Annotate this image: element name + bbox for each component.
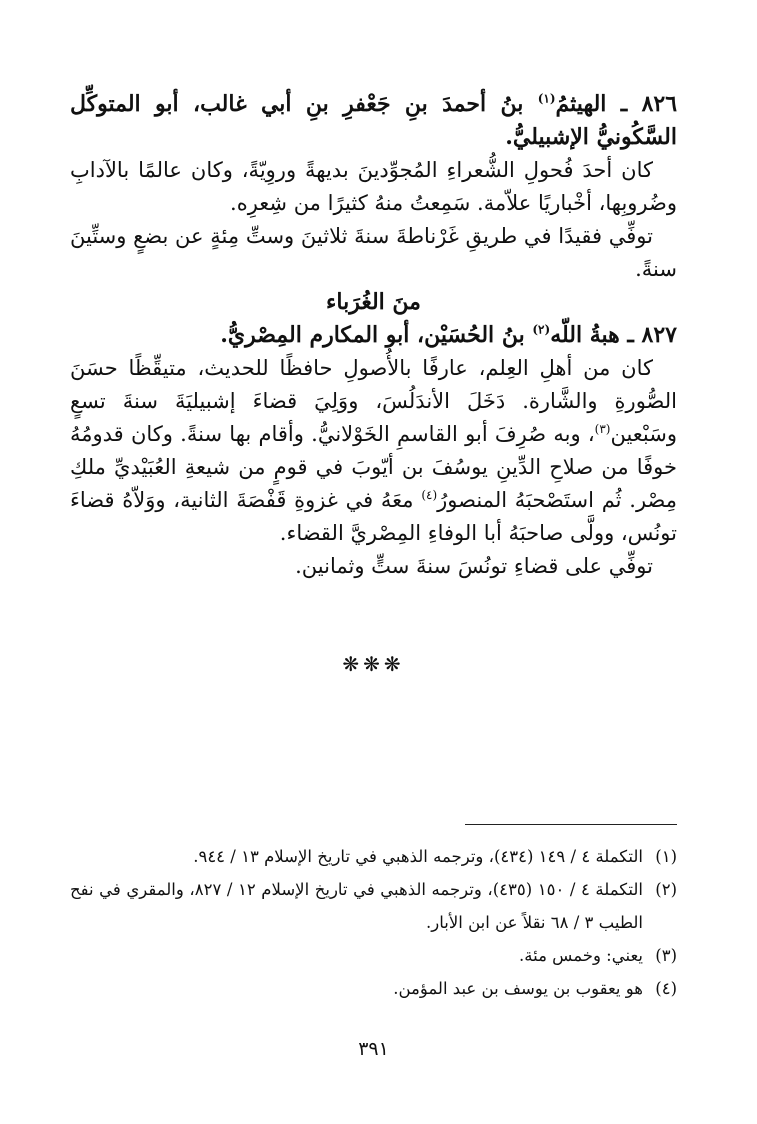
entry-827-paragraph-1 [70,352,677,550]
book-page [70,0,677,1124]
entry-827-heading [70,319,677,352]
footnote-item [70,840,677,873]
footnote-text: التكملة ٤ / ١٤٩ (٤٣٤)، وترجمه الذهبي في تاريخ الإسلام ١٣ / ٩٤٤. [193,847,643,866]
footnote-text: هو يعقوب بن يوسف بن عبد المؤمن. [393,979,643,998]
entry-826-paragraph-1: كان أحدَ فُحولِ الشُّعراءِ المُجوِّدينَ بديهةً وروِيّةً، وكان عالمًا بالآدابِ وضُروبِها، أخْباريًا علاّمة. سَمِعتُ منهُ كثيرًا من شِعرِه. [70,158,677,215]
footnote-item [70,939,677,972]
entry-826-heading [70,88,677,154]
entry-826-paragraph-2: توفِّي فقيدًا في طريقِ غَرْناطةَ سنةَ ثلاثينَ وستِّ مِئةٍ عن بضعٍ وستِّينَ سنةً. [70,224,677,281]
entry-827-text-b: ، وبه صُرِفَ أبو القاسمِ الخَوْلانيُّ. وأقام بها سنةً. وكان قدومُهُ خوفًا من صلاحِ الدِّينِ يوسُفَ بن أيّوبَ في قومٍ من شيعةِ العُبَيْديِّ ملكِ مِصْر. ثُم استَصْحبَهُ المنصورُ [70,422,677,512]
footnote-number: (٢) [655,880,677,899]
footnote-number: (١) [655,847,677,866]
footnote-ref-2[interactable]: (٢) [532,322,551,337]
entry-826-name: ٨٢٦ ـ الهيثمُ [555,91,678,117]
footnote-item [70,873,677,939]
page-number: ٣٩١ [358,1038,389,1060]
entry-827-name: ٨٢٧ ـ هبةُ اللّه [550,322,677,348]
entry-827-text-a: كان من أهلِ العِلم، عارفًا بالأُصولِ حافظًا للحديث، متيقِّظًا حسَنَ الصُّورةِ والشَّارة. دَخَلَ الأندَلُسَ، ووَلِيَ قضاءَ إشبيليَةَ سنةَ تسعٍ وسَبْعين [70,356,677,446]
footnotes [70,840,677,1005]
footnote-number: (٤) [655,979,677,998]
footnote-text: يعني: وخمس مئة. [519,946,643,965]
footnote-divider [465,824,677,825]
section-separator: ❋❋❋ [342,652,405,676]
footnote-ref-3[interactable]: (٣) [594,422,611,436]
entry-827-paragraph-2: توفِّي على قضاءِ تونُسَ سنةَ ستٍّ وثمانين. [295,554,653,578]
footnote-ref-4[interactable]: (٤) [421,488,438,502]
footnote-item [70,972,677,1005]
footnote-number: (٣) [655,946,677,965]
footnote-ref-1[interactable]: (١) [537,91,556,106]
section-title: منَ الغُرَباء [326,289,421,315]
footnote-text: التكملة ٤ / ١٥٠ (٤٣٥)، وترجمه الذهبي في تاريخ الإسلام ١٢ / ٨٢٧، والمقري في نفح الطيب ٣ / ٦٨ نقلاً عن ابن الأبار. [70,880,643,932]
entry-826-lineage: بنُ أحمدَ بنِ جَعْفرِ بنِ أبي غالب، أبو المتوكِّل السَّكُونيُّ الإشبيليُّ. [70,91,677,150]
entry-827-lineage: بنُ الحُسَيْن، أبو المكارم المِصْريُّ. [220,322,533,348]
entry-827-text-c: معَهُ في غزوةِ قَفْصَةَ الثانية، ووَلاّهُ قضاءَ تونُس، وولَّى صاحبَهُ أبا الوفاءِ المِصْريَّ القضاء. [70,488,677,545]
main-text [70,88,677,583]
